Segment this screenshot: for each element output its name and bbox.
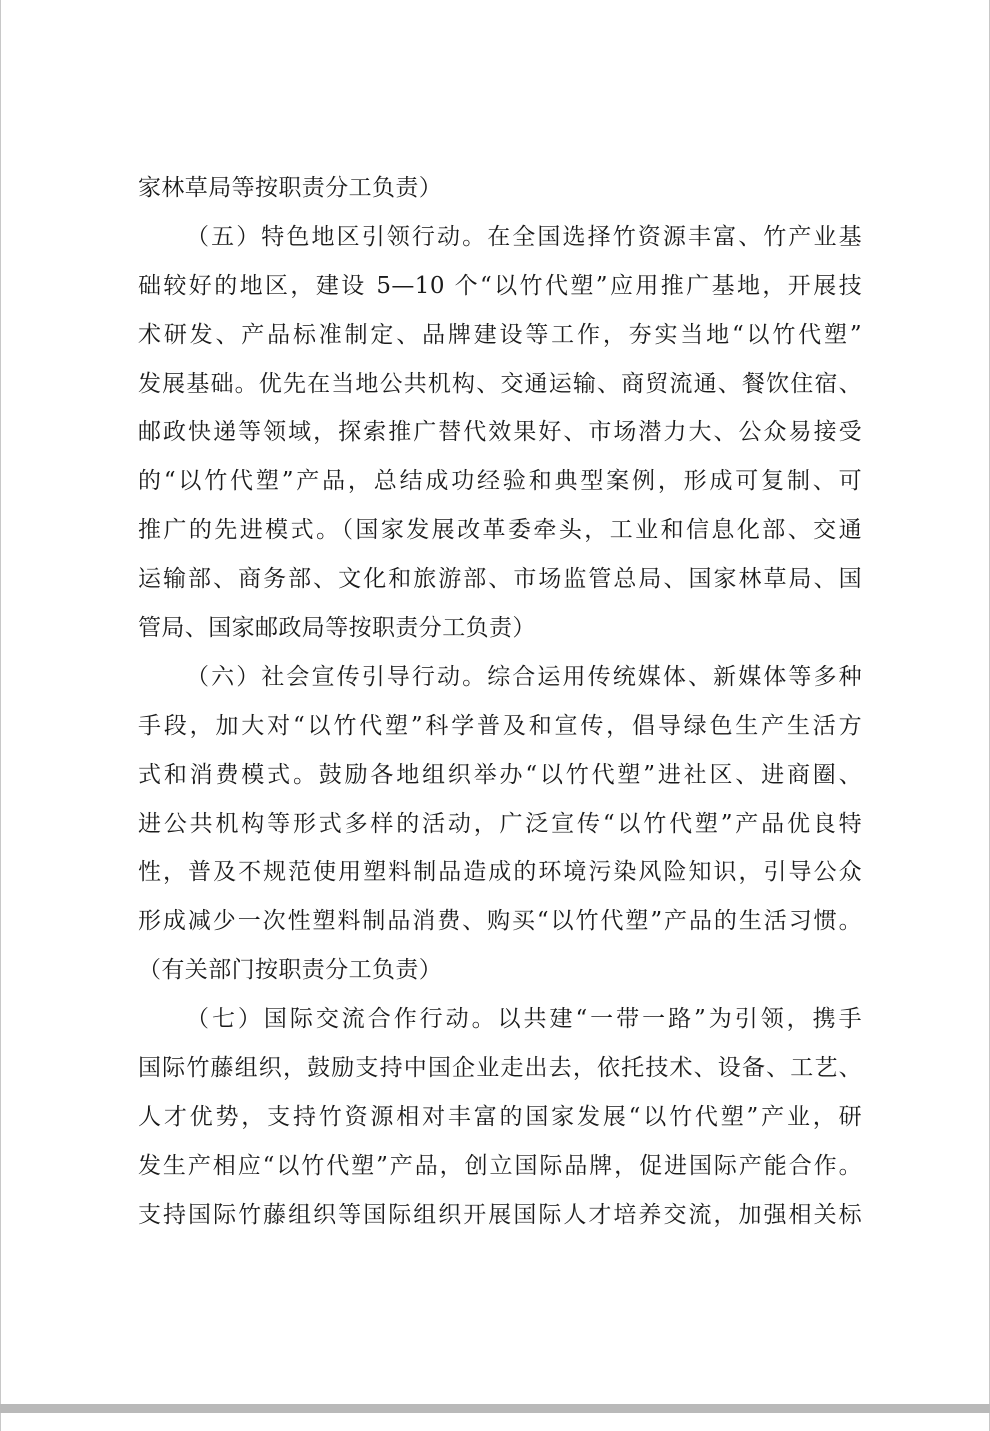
text-line: 邮政快递等领域，探索推广替代效果好、市场潜力大、公众易接受 — [138, 419, 862, 446]
text-line: 国际竹藤组织，鼓励支持中国企业走出去，依托技术、设备、工艺、 — [138, 1055, 862, 1082]
text-line: 形成减少一次性塑料制品消费、购买“以竹代塑”产品的生活习惯。 — [138, 908, 862, 935]
section-heading-line: （六）社会宣传引导行动。综合运用传统媒体、新媒体等多种 — [186, 663, 862, 690]
text-line: （有关部门按职责分工负责） — [138, 957, 443, 984]
text-line: 管局、国家邮政局等按职责分工负责） — [138, 615, 536, 642]
section-heading-line: （七）国际交流合作行动。以共建“一带一路”为引领，携手 — [186, 1006, 862, 1033]
text-line: 支持国际竹藤组织等国际组织开展国际人才培养交流，加强相关标 — [138, 1201, 862, 1228]
page-separator — [0, 1404, 990, 1413]
text-line: 的“以竹代塑”产品，总结成功经验和典型案例，形成可复制、可 — [138, 468, 862, 495]
section-heading-line: （五）特色地区引领行动。在全国选择竹资源丰富、竹产业基 — [186, 223, 862, 250]
text-line: 运输部、商务部、文化和旅游部、市场监管总局、国家林草局、国 — [138, 566, 862, 593]
next-page-edge — [0, 1413, 990, 1431]
text-line: 发生产相应“以竹代塑”产品，创立国际品牌，促进国际产能合作。 — [138, 1152, 862, 1179]
body-text — [138, 164, 862, 1240]
text-line: 人才优势，支持竹资源相对丰富的国家发展“以竹代塑”产业，研 — [138, 1103, 862, 1130]
text-line: 发展基础。优先在当地公共机构、交通运输、商贸流通、餐饮住宿、 — [138, 370, 862, 397]
text-line: 推广的先进模式。（国家发展改革委牵头，工业和信息化部、交通 — [138, 517, 862, 544]
text-line: 础较好的地区，建设 5—10 个“以竹代塑”应用推广基地，开展技 — [138, 272, 862, 299]
text-line: 进公共机构等形式多样的活动，广泛宣传“以竹代塑”产品优良特 — [138, 810, 862, 837]
text-line: 式和消费模式。鼓励各地组织举办“以竹代塑”进社区、进商圈、 — [138, 761, 862, 788]
text-line: 性，普及不规范使用塑料制品造成的环境污染风险知识，引导公众 — [138, 859, 862, 886]
text-line: 手段，加大对“以竹代塑”科学普及和宣传，倡导绿色生产生活方 — [138, 712, 862, 739]
text-line: 术研发、产品标准制定、品牌建设等工作，夯实当地“以竹代塑” — [138, 321, 862, 348]
text-line: 家林草局等按职责分工负责） — [138, 175, 443, 201]
